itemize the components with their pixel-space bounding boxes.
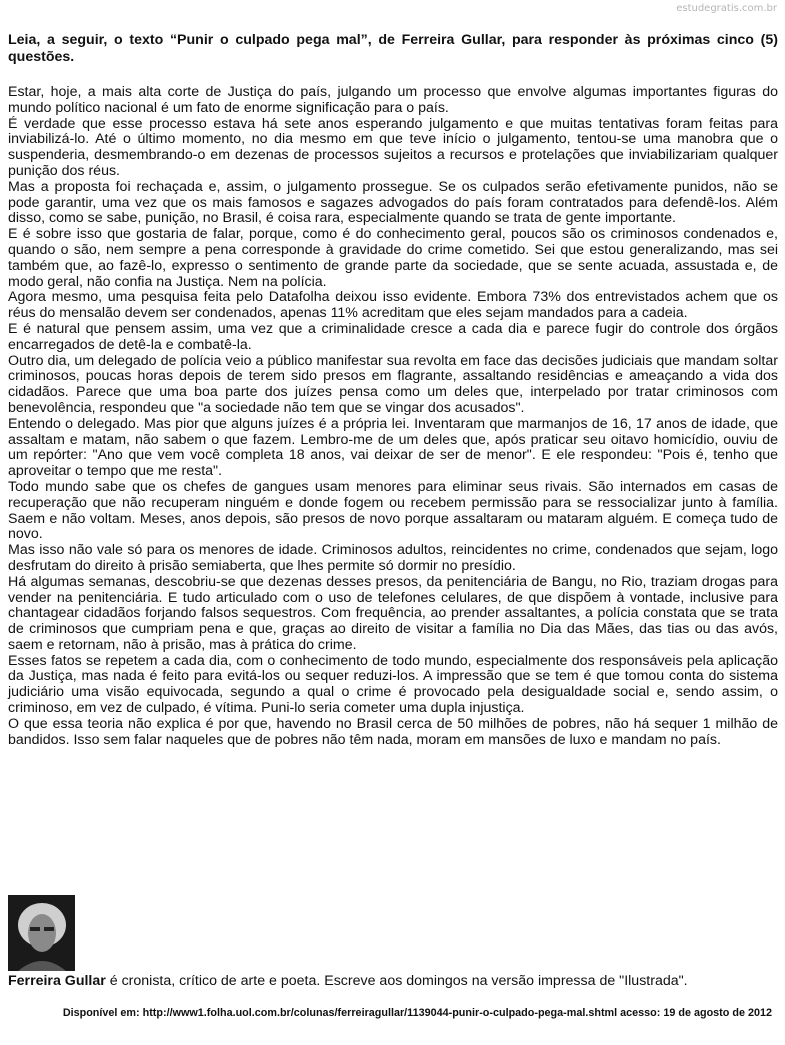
paragraph: Agora mesmo, uma pesquisa feita pelo Datafolha deixou isso evidente. Embora 73% dos entrevistados achem que os réus do mensalão devem ser condenados, apenas 11% acreditam que eles sejam mandados para a cadeia. <box>8 289 778 322</box>
question-heading: Leia, a seguir, o texto “Punir o culpado pega mal”, de Ferreira Gullar, para responder às próximas cinco (5) questões. <box>8 32 778 65</box>
paragraph: Esses fatos se repetem a cada dia, com o conhecimento de todo mundo, especialmente dos responsáveis pela aplicação da Justiça, mas nada é feito para evitá-los ou sequer reduzi-los. A impressão que se tem é que tomou conta do sistema judiciário uma visão equivocada, segundo a qual o crime é provocado pela desigualdade social e, sendo assim, o criminoso, em vez de culpado, é vítima. Puni-lo seria cometer uma dupla injustiça. <box>8 652 778 717</box>
article-text <box>8 85 778 748</box>
paragraph: Mas a proposta foi rechaçada e, assim, o julgamento prossegue. Se os culpados serão efetivamente punidos, não se pode garantir, uma vez que os mais famosos e sagazes advogados do país foram contratados para defendê-los. Além disso, como se sabe, punição, no Brasil, é coisa rara, especialmente quando se trata de gente importante. <box>8 178 778 227</box>
paragraph: Entendo o delegado. Mas pior que alguns juízes é a própria lei. Inventaram que marmanjos de 16, 17 anos de idade, que assaltam e matam, não sabem o que fazem. Lembro-me de um deles que, após praticar seu oitavo homicídio, ouviu de um repórter: "Ano que vem você completa 18 anos, vai deixar de ser de menor". E ele respondeu: "Pois é, tenho que aproveitar o tempo que me resta". <box>8 415 778 480</box>
author-bio <box>8 973 778 990</box>
author-portrait-icon <box>8 895 75 971</box>
source-citation: Disponível em: http://www1.folha.uol.com.br/colunas/ferreiragullar/1139044-punir-o-culpado-pega-mal.shtml acesso: 19 de agosto de 2012 <box>62 1007 772 1019</box>
paragraph: Estar, hoje, a mais alta corte de Justiça do país, julgando um processo que envolve algumas importantes figuras do mundo político nacional é um fato de enorme significação para o país. <box>8 84 778 116</box>
paragraph: Outro dia, um delegado de polícia veio a público manifestar sua revolta em face das decisões judiciais que mandam soltar criminosos, poucas horas depois de terem sido presos em flagrante, assaltando residências e ameaçando a vida dos cidadãos. Parece que uma boa parte dos juízes pensa como um deles que, interpelado por tratar criminosos com benevolência, respondeu que "a sociedade não tem que se vingar dos acusados". <box>8 352 778 416</box>
paragraph: Mas isso não vale só para os menores de idade. Criminosos adultos, reincidentes no crime, condenados que sejam, logo desfrutam do direito à prisão semiaberta, que lhes permite só dormir no presídio. <box>8 542 778 574</box>
author-photo <box>8 895 75 971</box>
paragraph: Todo mundo sabe que os chefes de gangues usam menores para eliminar seus rivais. São internados em casas de recuperação que não recuperam ninguém e donde fogem ou recebem permissão para se ressocializar junto à família. Saem e não voltam. Meses, anos depois, são presos de novo porque assaltaram ou mataram alguém. E começa tudo de novo. <box>8 478 778 543</box>
author-name: Ferreira Gullar <box>8 973 106 989</box>
author-bio-text: é cronista, crítico de arte e poeta. Escreve aos domingos na versão impressa de "Ilustrada". <box>105 973 688 989</box>
paragraph: E é sobre isso que gostaria de falar, porque, como é do conhecimento geral, poucos são os criminosos condenados e, quando o são, nem sempre a pena corresponde à gravidade do crime cometido. Sei que estou generalizando, mas sei também que, ao fazê-lo, expresso o sentimento de grande parte da sociedade, que se sente acuada, assustada e, de modo geral, não confia na Justiça. Nem na polícia. <box>8 226 778 290</box>
paragraph: O que essa teoria não explica é por que, havendo no Brasil cerca de 50 milhões de pobres, não há sequer 1 milhão de bandidos. Isso sem falar naqueles que de pobres não têm nada, moram em mansões de luxo e mandam no país. <box>8 715 778 748</box>
paragraph: Há algumas semanas, descobriu-se que dezenas desses presos, da penitenciária de Bangu, no Rio, traziam drogas para vender na penitenciária. E tudo articulado com o uso de telefones celulares, de que dispõem à vontade, inclusive para chantagear cidadãos forjando falsos sequestros. Com frequência, ao prender assaltantes, a polícia constata que se trata de criminosos que cumpriam pena e que, graças ao direito de visitar a família no Dia das Mães, das tias ou das avós, saem e retornam, não à prisão, mas à prática do crime. <box>8 573 778 653</box>
site-watermark: estudegratis.com.br <box>676 3 777 14</box>
paragraph: E é natural que pensem assim, uma vez que a criminalidade cresce a cada dia e parece fugir do controle dos órgãos encarregados de detê-la e combatê-la. <box>8 320 778 353</box>
paragraph: É verdade que esse processo estava há sete anos esperando julgamento e que muitas tentativas foram feitas para inviabilizá-lo. Até o último momento, no dia mesmo em que teve início o julgamento, tentou-se uma manobra que o suspenderia, desmembrando-o em dezenas de processos sujeitos a recursos e protelações que inviabilizariam qualquer punição dos réus. <box>8 115 778 179</box>
